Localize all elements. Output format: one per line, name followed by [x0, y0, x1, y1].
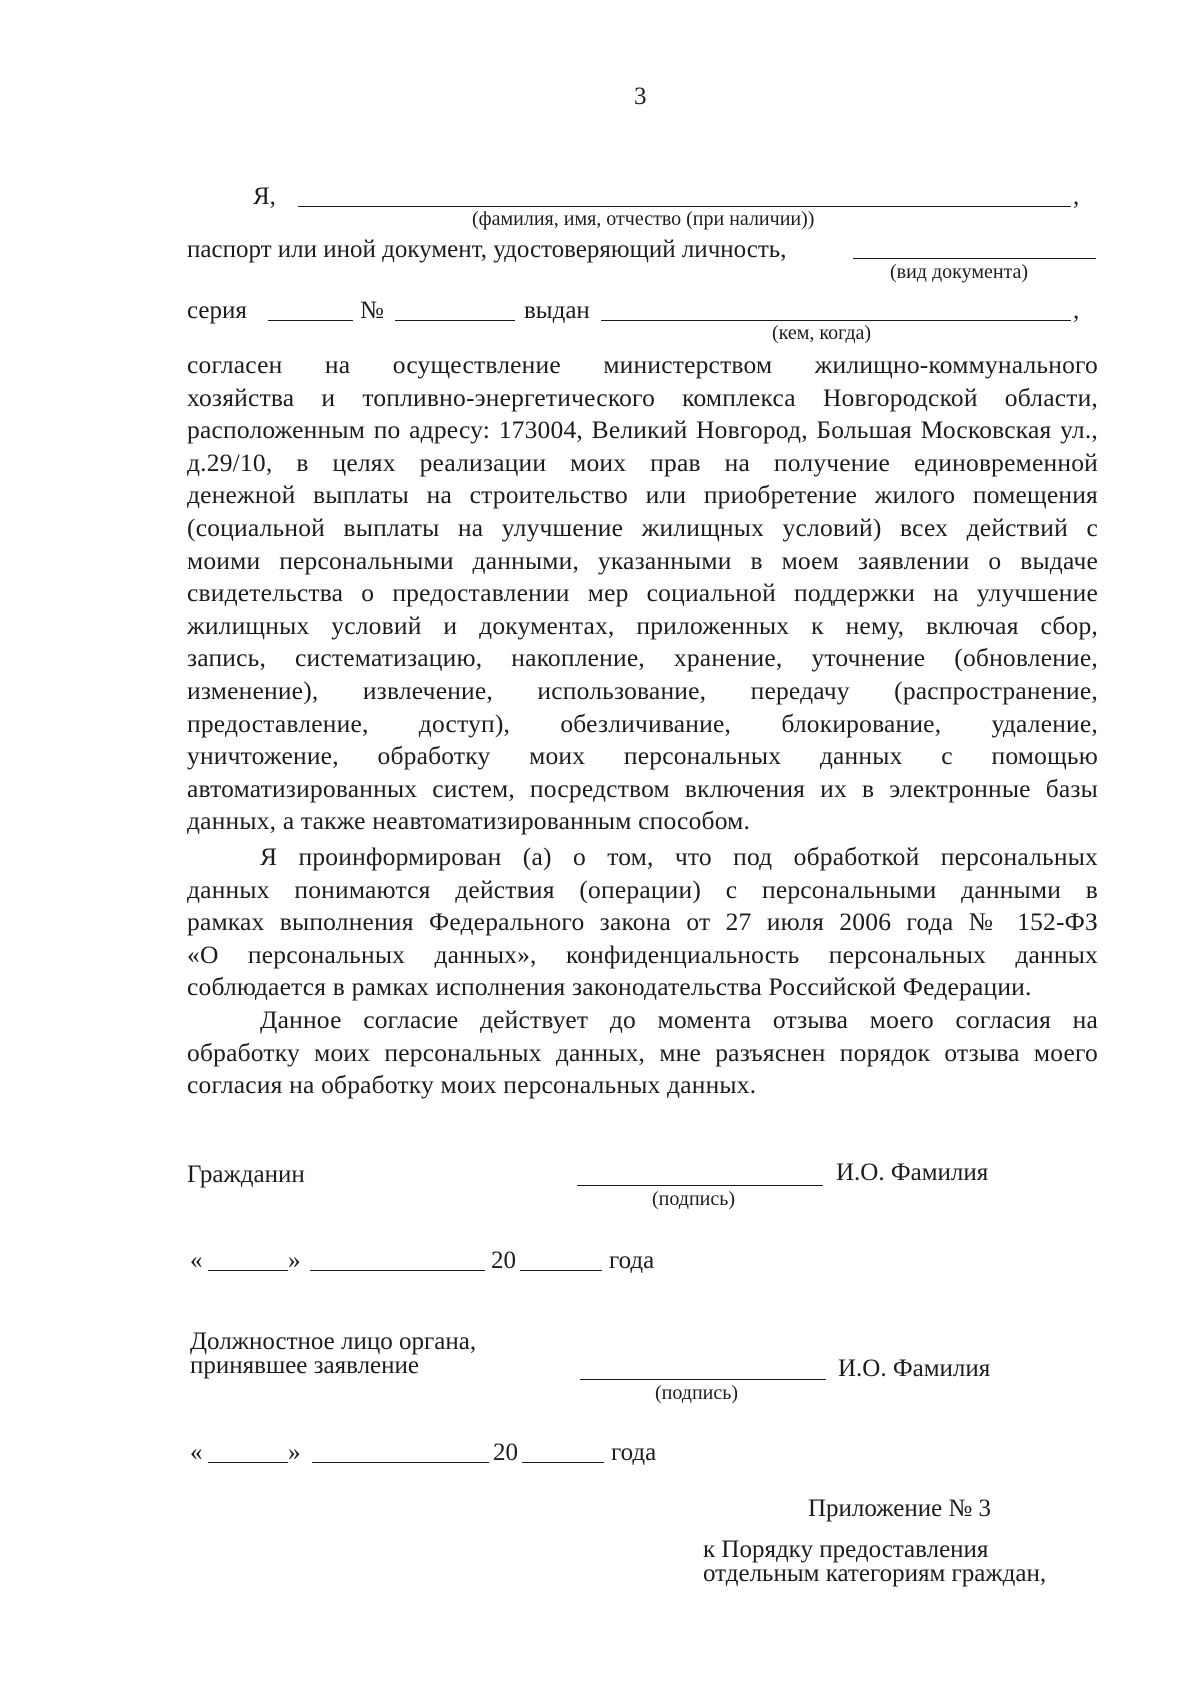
number-field[interactable]	[395, 320, 515, 321]
year-prefix: 20	[493, 1439, 518, 1466]
text-line: обработку моих персональных данных, мне разъяснен порядок отзыва моего	[187, 1037, 1098, 1067]
text-line: свидетельства о предоставлении мер социальной поддержки на улучшение	[187, 578, 1098, 608]
comma: ,	[1073, 183, 1080, 210]
consent-paragraph	[187, 349, 1098, 838]
citizen-label: Гражданин	[187, 1161, 305, 1188]
year-word: года	[609, 1247, 655, 1274]
text-line: денежной выплаты на строительство или приобретение жилого помещения	[187, 480, 1098, 510]
official-signature-field[interactable]	[580, 1379, 826, 1380]
quote-open: «	[190, 1247, 203, 1274]
text-line: Данное согласие действует до момента отзыва моего согласия на	[260, 1005, 1098, 1034]
citizen-year-field[interactable]	[520, 1270, 602, 1271]
page-number: 3	[634, 83, 647, 110]
fio-caption: (фамилия, имя, отчество (при наличии))	[472, 208, 815, 230]
quote-open: «	[190, 1439, 203, 1466]
text-line: расположенным по адресу: 173004, Великий Новгород, Большая Московская ул.,	[187, 415, 1098, 445]
text-line: изменение), извлечение, использование, передачу (распространение,	[187, 675, 1098, 705]
doc-type-field[interactable]	[853, 258, 1096, 259]
year-prefix: 20	[491, 1247, 516, 1274]
fio-field[interactable]	[298, 206, 1071, 207]
official-day-field[interactable]	[208, 1462, 288, 1463]
text-line: д.29/10, в целях реализации моих прав на получение единовременной	[187, 447, 1098, 477]
issued-label: выдан	[524, 297, 590, 324]
official-name: И.О. Фамилия	[838, 1355, 991, 1382]
series-field[interactable]	[268, 320, 353, 321]
text-line: хозяйства и топливно-энергетического комплекса Новгородской области,	[187, 382, 1098, 412]
text-line: согласия на обработку моих персональных данных.	[187, 1070, 757, 1100]
text-line: данных понимаются действия (операции) с персональными данными в	[187, 874, 1098, 904]
year-word: года	[611, 1439, 657, 1466]
citizen-signature-caption: (подпись)	[652, 1188, 736, 1210]
appendix-title: Приложение № 3	[808, 1495, 992, 1522]
text-line: «О персональных данных», конфиденциальность персональных данных	[187, 939, 1098, 969]
comma: ,	[1073, 297, 1080, 324]
official-label-line2: принявшее заявление	[190, 1352, 420, 1379]
validity-paragraph	[187, 1004, 1098, 1102]
official-year-field[interactable]	[522, 1462, 604, 1463]
text-line: данных, а также неавтоматизированным способом.	[187, 806, 751, 836]
ya-label: Я,	[253, 183, 276, 210]
official-signature-caption: (подпись)	[655, 1382, 739, 1404]
text-line: рамках выполнения Федерального закона от 27 июля 2006 года № 152-ФЗ	[187, 907, 1098, 937]
text-line: запись, систематизацию, накопление, хранение, уточнение (обновление,	[187, 643, 1098, 673]
doc-type-caption: (вид документа)	[890, 261, 1029, 283]
official-label-line1: Должностное лицо органа,	[190, 1328, 477, 1355]
citizen-day-field[interactable]	[208, 1270, 288, 1271]
text-line: согласен на осуществление министерством жилищно-коммунального	[187, 350, 1098, 379]
quote-close: »	[288, 1439, 301, 1466]
text-line: (социальной выплаты на улучшение жилищных условий) всех действий с	[187, 512, 1098, 542]
issued-caption: (кем, когда)	[772, 322, 872, 344]
issued-field[interactable]	[601, 320, 1071, 321]
text-line: уничтожение, обработку моих персональных данных с помощью	[187, 741, 1098, 771]
number-label: №	[360, 297, 384, 324]
text-line: автоматизированных систем, посредством включения их в электронные базы	[187, 773, 1098, 803]
series-label: серия	[187, 297, 247, 324]
text-line: предоставление, доступ), обезличивание, блокирование, удаление,	[187, 708, 1098, 738]
text-line: соблюдается в рамках исполнения законодательства Российской Федерации.	[187, 972, 1032, 1002]
passport-label: паспорт или иной документ, удостоверяющий личность,	[187, 236, 787, 263]
appendix-line2: отдельным категориям граждан,	[703, 1560, 1047, 1587]
appendix-line1: к Порядку предоставления	[703, 1536, 989, 1563]
citizen-month-field[interactable]	[310, 1270, 485, 1271]
text-line: Я проинформирован (а) о том, что под обработкой персональных	[260, 842, 1098, 871]
text-line: жилищных условий и документах, приложенных к нему, включая сбор,	[187, 610, 1098, 640]
official-month-field[interactable]	[312, 1462, 489, 1463]
text-line: моими персональными данными, указанными в моем заявлении о выдаче	[187, 545, 1098, 575]
citizen-name: И.О. Фамилия	[836, 1159, 989, 1186]
information-paragraph	[187, 841, 1098, 1004]
quote-close: »	[288, 1247, 301, 1274]
citizen-signature-field[interactable]	[577, 1185, 823, 1186]
